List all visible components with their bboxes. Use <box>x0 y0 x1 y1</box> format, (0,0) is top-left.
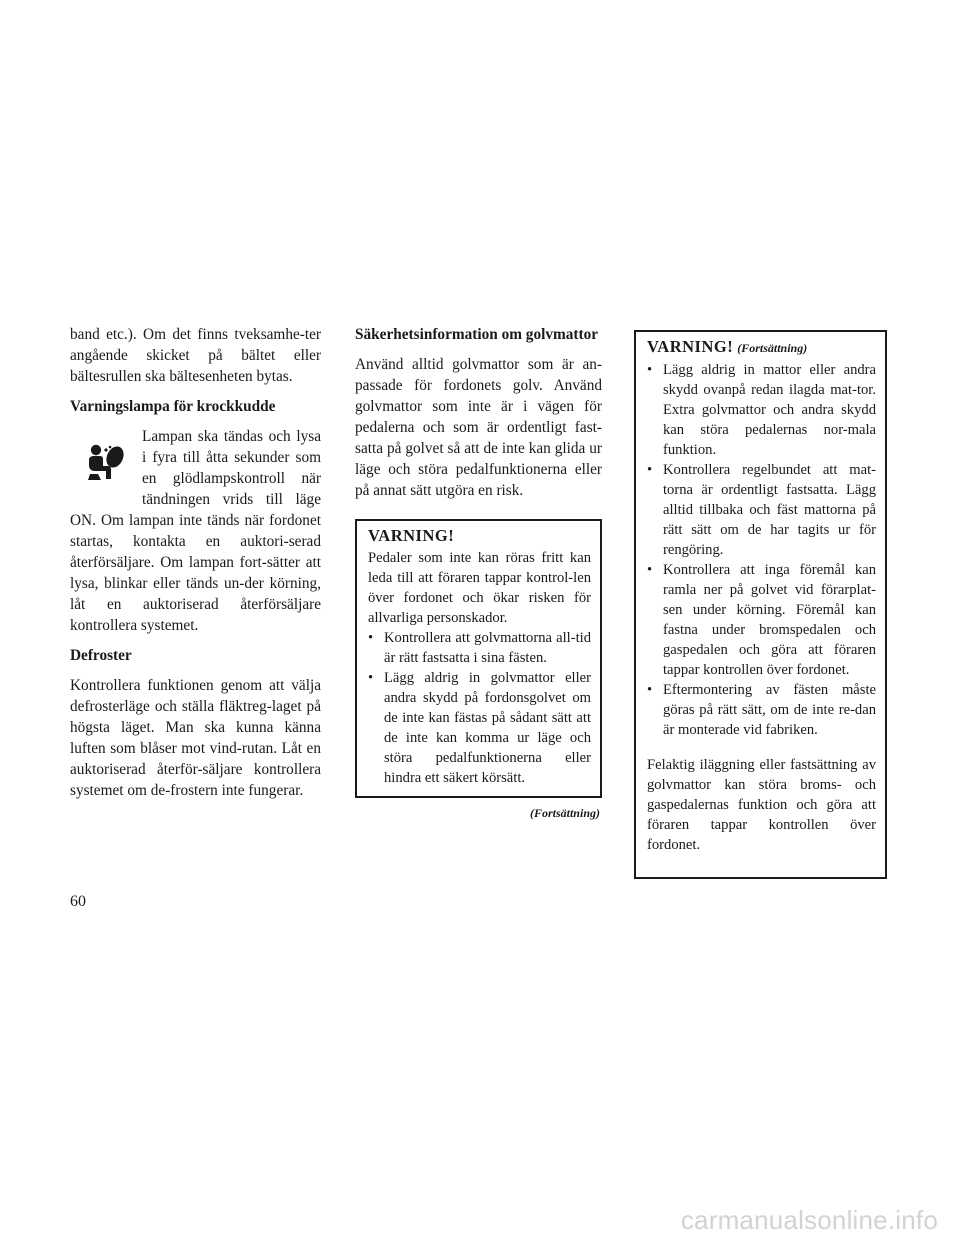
warning-bullets <box>368 628 591 788</box>
warning-bullets <box>647 360 876 740</box>
warning-box <box>355 519 602 798</box>
warning-closing: Felaktig iläggning eller fastsättning av golvmattor kan störa broms- och gaspedalernas funktion och göra att föraren tappar kontrollen över fordonet. <box>647 756 876 853</box>
warning-bullet: • Lägg aldrig in golvmattor eller andra skydd på fordonsgolvet om de inte kan fästas på sådant sätt att de inte kan komma ur läge och störa pedalfunktionerna eller hindra ett säkert körsätt. <box>368 668 591 788</box>
warning-bullet: • Lägg aldrig in mattor eller andra skydd ovanpå redan ilagda mat-tor. Extra golvmattor och andra skydd kan störa pedalernas nor-mala funktion. <box>647 360 876 460</box>
defroster-paragraph: Kontrollera funktionen genom att välja defrosterläge och ställa fläktreg-laget på högsta läget. Man ska kunna känna luften som blåser mot vind-rutan. Låt en auktoriserad återför-säljare kontrollera systemet om de-frostern inte fungerar. <box>70 677 321 799</box>
left-column <box>70 324 321 801</box>
warning-title: VARNING! <box>368 526 455 545</box>
airbag-paragraph: Lampan ska tändas och lysa i fyra till åtta sekunder som en glödlampskontroll när tändningen vrids till läge ON. Om lampan inte tänds när fordonet startas, kontakta en auktori-serad återförsäljare. Om lampan fort-sätter att lysa, blinkar eller tänds un-der körning, låt en auktoriserad återförsäljare kontrollera systemet. <box>70 428 321 634</box>
middle-column <box>355 324 602 824</box>
warning-bullet: • Eftermontering av fästen måste göras på rätt sätt, om de inte re-dan är monterade vid fabriken. <box>647 680 876 740</box>
page-number: 60 <box>70 893 86 910</box>
warning-bullet: • Kontrollera regelbundet att mat-torna är ordentligt fastsatta. Lägg alltid tillbaka och fäst mattorna på rätt sätt om de har tagits ur för rengöring. <box>647 460 876 560</box>
floormat-paragraph: Använd alltid golvmattor som är an-passade för fordonets golv. Använd golvmattor som inte är i vägen för pedalerna och som är ordentligt fast-satta på golvet så att de inte kan glida ur läge och störa pedalfunktionerna eller på annat sätt utgöra en risk. <box>355 356 602 499</box>
warning-title-text: VARNING! <box>647 337 734 356</box>
warning-title-suffix: (Fortsättning) <box>737 341 808 355</box>
airbag-section <box>70 426 321 636</box>
warning-bullet: • Kontrollera att inga föremål kan ramla ner på golvet vid förarplat-sen under körning. Föremål kan fastna under bromspedalen och gaspedalen och göra att föraren tappar kontrollen över fordonet. <box>647 560 876 680</box>
airbag-warning-icon <box>70 426 142 504</box>
warning-box-continued <box>634 330 887 879</box>
warning-intro: Pedaler som inte kan röras fritt kan leda till att föraren tappar kontrol-len över fordonet och ökar risken för allvarliga personskador. <box>368 550 591 626</box>
warning-bullet: • Kontrollera att golvmattorna all-tid är rätt fastsatta i sina fästen. <box>368 628 591 668</box>
watermark: carmanualsonline.info <box>680 1205 938 1235</box>
continued-note: (Fortsättning) <box>529 806 600 820</box>
intro-paragraph: band etc.). Om det finns tveksamhe-ter angående skicket på bältet eller bältesrullen ska bältesenheten bytas. <box>70 326 321 385</box>
warning-title <box>647 335 876 360</box>
defroster-heading: Defroster <box>70 647 132 664</box>
airbag-heading: Varningslampa för krockkudde <box>70 398 276 415</box>
floormat-heading: Säkerhetsinformation om golvmattor <box>355 326 599 343</box>
